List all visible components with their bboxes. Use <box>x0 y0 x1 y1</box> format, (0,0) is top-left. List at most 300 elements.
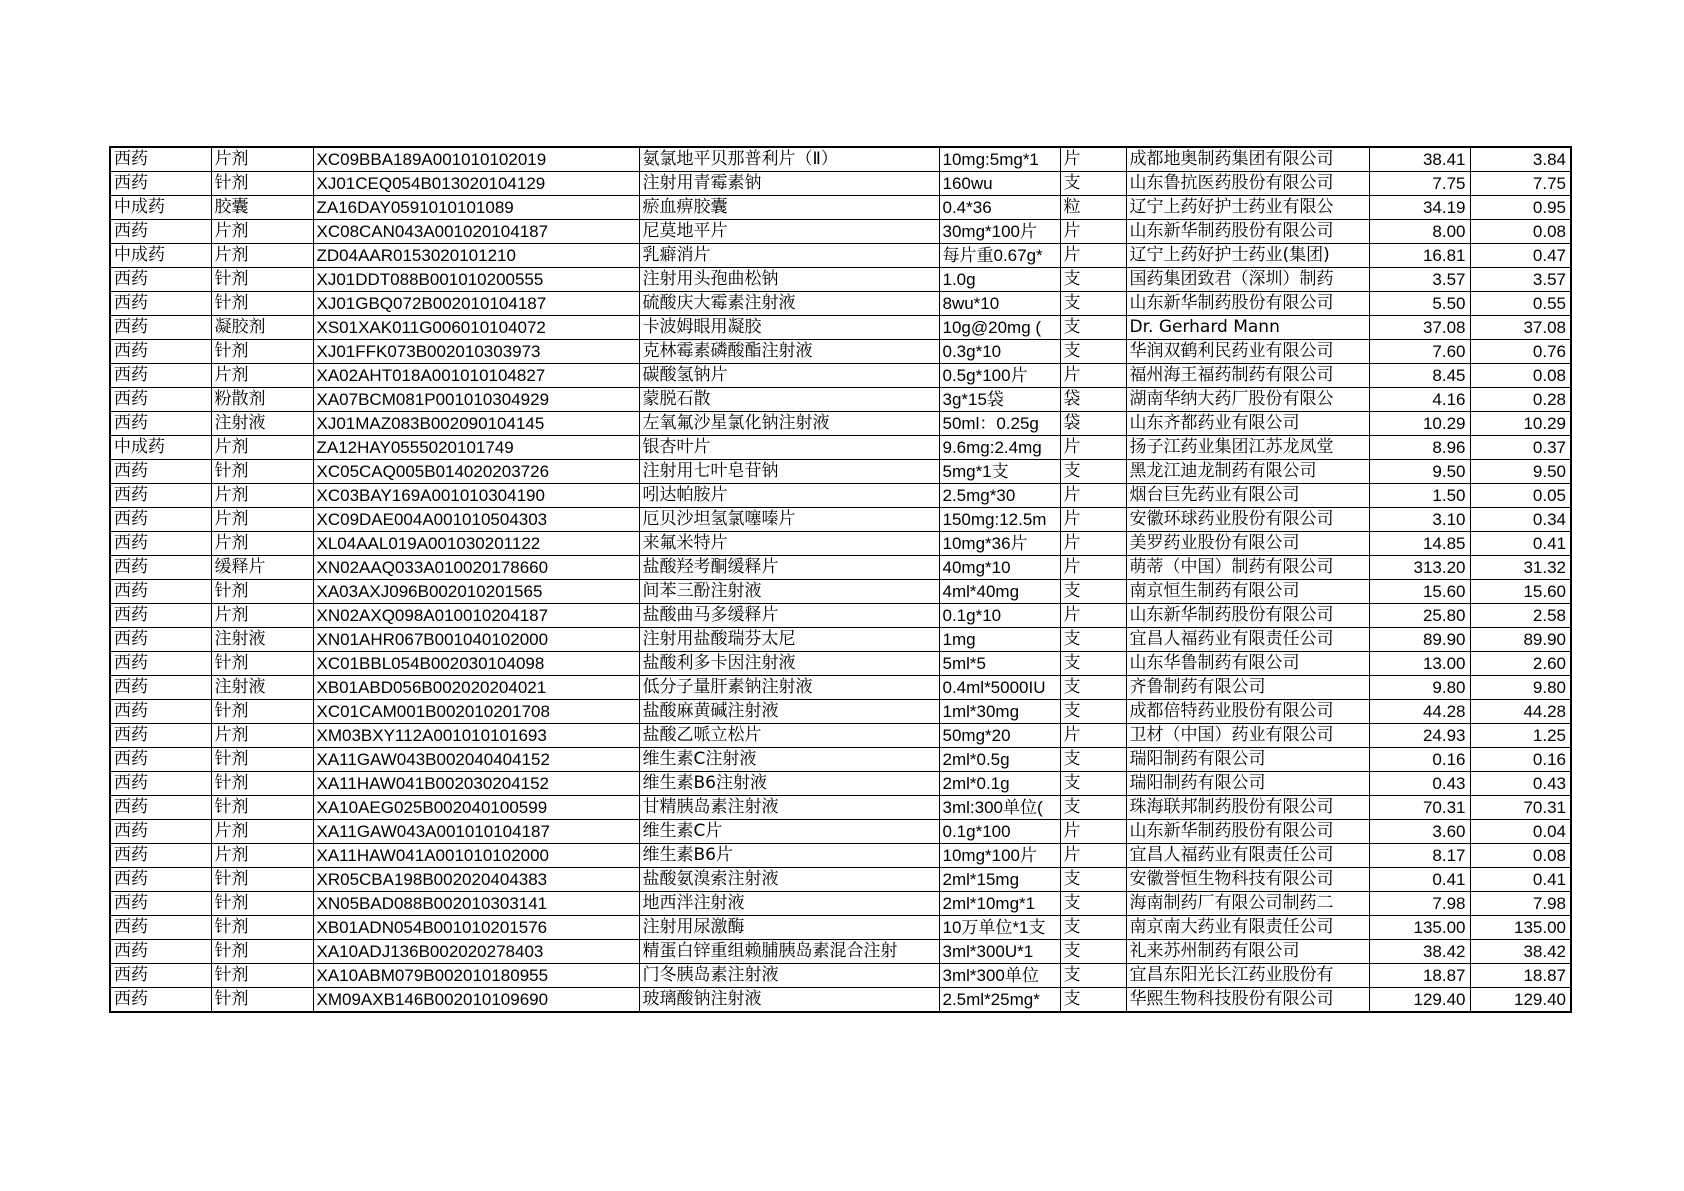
cell-drug-code: XA03AXJ096B002010201565 <box>313 580 639 604</box>
cell-dosage-form: 注射液 <box>211 676 313 700</box>
cell-drug-name: 盐酸利多卡因注射液 <box>639 652 939 676</box>
cell-unit: 袋 <box>1060 388 1126 412</box>
cell-manufacturer: 烟台巨先药业有限公司 <box>1126 484 1369 508</box>
cell-drug-name: 来氟米特片 <box>639 532 939 556</box>
cell-category: 西药 <box>110 172 211 196</box>
cell-category: 西药 <box>110 988 211 1013</box>
table-row <box>110 436 1571 460</box>
cell-specification: 10g@20mg ( <box>939 316 1060 340</box>
cell-unit-price: 31.32 <box>1470 556 1571 580</box>
cell-price: 135.00 <box>1369 916 1470 940</box>
cell-price: 8.00 <box>1369 220 1470 244</box>
cell-dosage-form: 胶囊 <box>211 196 313 220</box>
cell-unit-price: 0.41 <box>1470 532 1571 556</box>
cell-category: 西药 <box>110 844 211 868</box>
cell-price: 1.50 <box>1369 484 1470 508</box>
cell-specification: 每片重0.67g* <box>939 244 1060 268</box>
cell-dosage-form: 片剂 <box>211 724 313 748</box>
table-row <box>110 964 1571 988</box>
cell-dosage-form: 针剂 <box>211 964 313 988</box>
cell-manufacturer: 山东新华制药股份有限公司 <box>1126 604 1369 628</box>
cell-unit-price: 18.87 <box>1470 964 1571 988</box>
cell-price: 15.60 <box>1369 580 1470 604</box>
cell-price: 7.60 <box>1369 340 1470 364</box>
cell-dosage-form: 片剂 <box>211 508 313 532</box>
cell-unit-price: 7.98 <box>1470 892 1571 916</box>
cell-drug-code: XC05CAQ005B014020203726 <box>313 460 639 484</box>
cell-manufacturer: 黑龙江迪龙制药有限公司 <box>1126 460 1369 484</box>
cell-manufacturer: 珠海联邦制药股份有限公司 <box>1126 796 1369 820</box>
cell-price: 8.17 <box>1369 844 1470 868</box>
table-row <box>110 604 1571 628</box>
cell-drug-name: 注射用盐酸瑞芬太尼 <box>639 628 939 652</box>
cell-manufacturer: 湖南华纳大药厂股份有限公 <box>1126 388 1369 412</box>
cell-price: 44.28 <box>1369 700 1470 724</box>
cell-drug-code: XA10ABM079B002010180955 <box>313 964 639 988</box>
cell-manufacturer: 成都倍特药业股份有限公司 <box>1126 700 1369 724</box>
cell-price: 8.96 <box>1369 436 1470 460</box>
cell-price: 9.50 <box>1369 460 1470 484</box>
cell-drug-code: XC01BBL054B002030104098 <box>313 652 639 676</box>
cell-unit: 支 <box>1060 964 1126 988</box>
cell-price: 0.43 <box>1369 772 1470 796</box>
cell-unit: 片 <box>1060 532 1126 556</box>
cell-category: 西药 <box>110 364 211 388</box>
cell-price: 4.16 <box>1369 388 1470 412</box>
cell-dosage-form: 针剂 <box>211 988 313 1013</box>
cell-drug-code: XJ01GBQ072B002010104187 <box>313 292 639 316</box>
cell-category: 西药 <box>110 556 211 580</box>
cell-specification: 2ml*10mg*1 <box>939 892 1060 916</box>
cell-specification: 4ml*40mg <box>939 580 1060 604</box>
cell-dosage-form: 片剂 <box>211 220 313 244</box>
cell-price: 7.75 <box>1369 172 1470 196</box>
cell-category: 西药 <box>110 700 211 724</box>
cell-manufacturer: 成都地奥制药集团有限公司 <box>1126 147 1369 172</box>
cell-specification: 3ml:300单位( <box>939 796 1060 820</box>
cell-drug-name: 左氧氟沙星氯化钠注射液 <box>639 412 939 436</box>
cell-drug-name: 低分子量肝素钠注射液 <box>639 676 939 700</box>
cell-unit-price: 3.84 <box>1470 147 1571 172</box>
cell-specification: 2ml*15mg <box>939 868 1060 892</box>
cell-price: 38.41 <box>1369 147 1470 172</box>
cell-drug-name: 氨氯地平贝那普利片（Ⅱ） <box>639 147 939 172</box>
cell-unit-price: 9.80 <box>1470 676 1571 700</box>
cell-specification: 5ml*5 <box>939 652 1060 676</box>
cell-manufacturer: 华润双鹤利民药业有限公司 <box>1126 340 1369 364</box>
table-body <box>110 147 1571 1012</box>
cell-specification: 10mg*36片 <box>939 532 1060 556</box>
cell-unit-price: 44.28 <box>1470 700 1571 724</box>
cell-drug-code: XJ01FFK073B002010303973 <box>313 340 639 364</box>
cell-drug-name: 盐酸曲马多缓释片 <box>639 604 939 628</box>
cell-specification: 1mg <box>939 628 1060 652</box>
cell-drug-code: XA10AEG025B002040100599 <box>313 796 639 820</box>
cell-category: 西药 <box>110 147 211 172</box>
cell-drug-name: 碳酸氢钠片 <box>639 364 939 388</box>
cell-specification: 2.5mg*30 <box>939 484 1060 508</box>
cell-drug-code: XA11HAW041B002030204152 <box>313 772 639 796</box>
cell-unit: 片 <box>1060 147 1126 172</box>
cell-unit: 片 <box>1060 436 1126 460</box>
cell-specification: 2.5ml*25mg* <box>939 988 1060 1013</box>
cell-price: 37.08 <box>1369 316 1470 340</box>
cell-drug-name: 维生素B6注射液 <box>639 772 939 796</box>
cell-manufacturer: 礼来苏州制药有限公司 <box>1126 940 1369 964</box>
cell-manufacturer: 国药集团致君（深圳）制药 <box>1126 268 1369 292</box>
cell-drug-name: 维生素C片 <box>639 820 939 844</box>
cell-drug-code: XJ01DDT088B001010200555 <box>313 268 639 292</box>
cell-unit: 片 <box>1060 220 1126 244</box>
cell-manufacturer: 齐鲁制药有限公司 <box>1126 676 1369 700</box>
cell-drug-code: XR05CBA198B002020404383 <box>313 868 639 892</box>
cell-specification: 0.1g*100 <box>939 820 1060 844</box>
cell-unit: 片 <box>1060 244 1126 268</box>
cell-dosage-form: 针剂 <box>211 748 313 772</box>
cell-unit-price: 0.43 <box>1470 772 1571 796</box>
cell-unit: 片 <box>1060 484 1126 508</box>
cell-category: 西药 <box>110 532 211 556</box>
cell-unit: 片 <box>1060 844 1126 868</box>
cell-drug-code: XA11GAW043B002040404152 <box>313 748 639 772</box>
table-row <box>110 652 1571 676</box>
cell-category: 西药 <box>110 580 211 604</box>
cell-dosage-form: 针剂 <box>211 868 313 892</box>
cell-unit-price: 37.08 <box>1470 316 1571 340</box>
cell-specification: 0.1g*10 <box>939 604 1060 628</box>
cell-category: 中成药 <box>110 244 211 268</box>
cell-category: 西药 <box>110 724 211 748</box>
cell-price: 89.90 <box>1369 628 1470 652</box>
cell-drug-name: 乳癖消片 <box>639 244 939 268</box>
table-row <box>110 676 1571 700</box>
cell-specification: 160wu <box>939 172 1060 196</box>
cell-unit-price: 89.90 <box>1470 628 1571 652</box>
cell-unit: 支 <box>1060 172 1126 196</box>
cell-unit-price: 15.60 <box>1470 580 1571 604</box>
cell-drug-code: XN02AXQ098A010010204187 <box>313 604 639 628</box>
cell-category: 西药 <box>110 940 211 964</box>
cell-drug-name: 克林霉素磷酸酯注射液 <box>639 340 939 364</box>
cell-manufacturer: 辽宁上药好护士药业(集团) <box>1126 244 1369 268</box>
cell-category: 西药 <box>110 388 211 412</box>
cell-category: 西药 <box>110 292 211 316</box>
cell-unit-price: 0.04 <box>1470 820 1571 844</box>
cell-drug-code: XN05BAD088B002010303141 <box>313 892 639 916</box>
cell-manufacturer: 瑞阳制药有限公司 <box>1126 748 1369 772</box>
cell-unit-price: 9.50 <box>1470 460 1571 484</box>
cell-dosage-form: 针剂 <box>211 916 313 940</box>
cell-unit: 粒 <box>1060 196 1126 220</box>
cell-specification: 3ml*300单位 <box>939 964 1060 988</box>
cell-category: 西药 <box>110 652 211 676</box>
cell-manufacturer: Dr. Gerhard Mann <box>1126 316 1369 340</box>
cell-category: 西药 <box>110 820 211 844</box>
cell-category: 西药 <box>110 916 211 940</box>
cell-unit: 片 <box>1060 724 1126 748</box>
cell-category: 西药 <box>110 868 211 892</box>
cell-manufacturer: 福州海王福药制药有限公司 <box>1126 364 1369 388</box>
cell-price: 7.98 <box>1369 892 1470 916</box>
cell-specification: 9.6mg:2.4mg <box>939 436 1060 460</box>
cell-manufacturer: 安徽誉恒生物科技有限公司 <box>1126 868 1369 892</box>
cell-dosage-form: 针剂 <box>211 580 313 604</box>
cell-unit: 支 <box>1060 316 1126 340</box>
cell-specification: 5mg*1支 <box>939 460 1060 484</box>
cell-drug-code: XC01CAM001B002010201708 <box>313 700 639 724</box>
cell-drug-name: 玻璃酸钠注射液 <box>639 988 939 1013</box>
cell-unit: 支 <box>1060 772 1126 796</box>
cell-category: 西药 <box>110 340 211 364</box>
table-row <box>110 940 1571 964</box>
table-row <box>110 844 1571 868</box>
cell-drug-name: 门冬胰岛素注射液 <box>639 964 939 988</box>
cell-category: 西药 <box>110 508 211 532</box>
cell-category: 西药 <box>110 316 211 340</box>
table-row <box>110 484 1571 508</box>
cell-dosage-form: 针剂 <box>211 772 313 796</box>
table-row <box>110 316 1571 340</box>
cell-price: 3.60 <box>1369 820 1470 844</box>
table-row <box>110 244 1571 268</box>
cell-price: 25.80 <box>1369 604 1470 628</box>
cell-price: 5.50 <box>1369 292 1470 316</box>
cell-drug-name: 硫酸庆大霉素注射液 <box>639 292 939 316</box>
cell-dosage-form: 凝胶剂 <box>211 316 313 340</box>
cell-dosage-form: 针剂 <box>211 268 313 292</box>
cell-unit: 支 <box>1060 700 1126 724</box>
cell-drug-code: ZA12HAY0555020101749 <box>313 436 639 460</box>
cell-manufacturer: 宜昌东阳光长江药业股份有 <box>1126 964 1369 988</box>
cell-drug-code: XA02AHT018A001010104827 <box>313 364 639 388</box>
cell-unit: 片 <box>1060 556 1126 580</box>
cell-drug-name: 尼莫地平片 <box>639 220 939 244</box>
cell-drug-name: 银杏叶片 <box>639 436 939 460</box>
cell-unit: 支 <box>1060 580 1126 604</box>
cell-drug-code: XL04AAL019A001030201122 <box>313 532 639 556</box>
cell-category: 西药 <box>110 412 211 436</box>
cell-manufacturer: 卫材（中国）药业有限公司 <box>1126 724 1369 748</box>
cell-price: 3.10 <box>1369 508 1470 532</box>
cell-manufacturer: 南京南大药业有限责任公司 <box>1126 916 1369 940</box>
cell-drug-code: XA07BCM081P001010304929 <box>313 388 639 412</box>
cell-unit: 片 <box>1060 604 1126 628</box>
table-row <box>110 388 1571 412</box>
cell-dosage-form: 针剂 <box>211 292 313 316</box>
cell-unit-price: 0.95 <box>1470 196 1571 220</box>
cell-price: 34.19 <box>1369 196 1470 220</box>
cell-drug-name: 盐酸麻黄碱注射液 <box>639 700 939 724</box>
cell-specification: 150mg:12.5m <box>939 508 1060 532</box>
cell-dosage-form: 片剂 <box>211 364 313 388</box>
cell-specification: 0.5g*100片 <box>939 364 1060 388</box>
cell-category: 西药 <box>110 628 211 652</box>
cell-price: 38.42 <box>1369 940 1470 964</box>
cell-drug-code: XN02AAQ033A010020178660 <box>313 556 639 580</box>
cell-drug-name: 蒙脱石散 <box>639 388 939 412</box>
cell-dosage-form: 注射液 <box>211 412 313 436</box>
cell-price: 3.57 <box>1369 268 1470 292</box>
cell-unit: 支 <box>1060 292 1126 316</box>
cell-drug-code: XA11GAW043A001010104187 <box>313 820 639 844</box>
cell-specification: 30mg*100片 <box>939 220 1060 244</box>
cell-price: 0.41 <box>1369 868 1470 892</box>
cell-manufacturer: 山东新华制药股份有限公司 <box>1126 292 1369 316</box>
cell-manufacturer: 辽宁上药好护士药业有限公 <box>1126 196 1369 220</box>
cell-unit-price: 0.34 <box>1470 508 1571 532</box>
cell-unit-price: 0.05 <box>1470 484 1571 508</box>
cell-drug-code: XA10ADJ136B002020278403 <box>313 940 639 964</box>
cell-unit-price: 0.08 <box>1470 844 1571 868</box>
cell-price: 70.31 <box>1369 796 1470 820</box>
cell-manufacturer: 扬子江药业集团江苏龙凤堂 <box>1126 436 1369 460</box>
cell-specification: 2ml*0.1g <box>939 772 1060 796</box>
cell-drug-name: 吲达帕胺片 <box>639 484 939 508</box>
cell-unit-price: 0.47 <box>1470 244 1571 268</box>
cell-unit: 片 <box>1060 820 1126 844</box>
cell-dosage-form: 缓释片 <box>211 556 313 580</box>
table-row <box>110 508 1571 532</box>
cell-drug-name: 注射用尿激酶 <box>639 916 939 940</box>
cell-drug-code: XM09AXB146B002010109690 <box>313 988 639 1013</box>
cell-dosage-form: 片剂 <box>211 147 313 172</box>
cell-drug-code: XC03BAY169A001010304190 <box>313 484 639 508</box>
cell-price: 13.00 <box>1369 652 1470 676</box>
cell-dosage-form: 针剂 <box>211 340 313 364</box>
cell-drug-code: ZA16DAY0591010101089 <box>313 196 639 220</box>
cell-unit-price: 38.42 <box>1470 940 1571 964</box>
cell-drug-code: XB01ADN054B001010201576 <box>313 916 639 940</box>
table-row <box>110 556 1571 580</box>
table-row <box>110 868 1571 892</box>
cell-drug-code: ZD04AAR0153020101210 <box>313 244 639 268</box>
cell-specification: 2ml*0.5g <box>939 748 1060 772</box>
cell-unit-price: 10.29 <box>1470 412 1571 436</box>
cell-drug-name: 维生素C注射液 <box>639 748 939 772</box>
table-row <box>110 532 1571 556</box>
cell-unit-price: 70.31 <box>1470 796 1571 820</box>
cell-category: 西药 <box>110 268 211 292</box>
cell-category: 西药 <box>110 892 211 916</box>
cell-drug-name: 卡波姆眼用凝胶 <box>639 316 939 340</box>
cell-unit-price: 0.16 <box>1470 748 1571 772</box>
cell-specification: 50mg*20 <box>939 724 1060 748</box>
cell-drug-name: 精蛋白锌重组赖脯胰岛素混合注射 <box>639 940 939 964</box>
table-row <box>110 628 1571 652</box>
cell-manufacturer: 安徽环球药业股份有限公司 <box>1126 508 1369 532</box>
cell-specification: 3g*15袋 <box>939 388 1060 412</box>
cell-manufacturer: 山东新华制药股份有限公司 <box>1126 820 1369 844</box>
cell-drug-code: XJ01MAZ083B002090104145 <box>313 412 639 436</box>
cell-price: 0.16 <box>1369 748 1470 772</box>
cell-dosage-form: 片剂 <box>211 484 313 508</box>
cell-specification: 3ml*300U*1 <box>939 940 1060 964</box>
cell-category: 中成药 <box>110 436 211 460</box>
cell-dosage-form: 片剂 <box>211 604 313 628</box>
cell-unit-price: 7.75 <box>1470 172 1571 196</box>
table-row <box>110 772 1571 796</box>
cell-dosage-form: 针剂 <box>211 460 313 484</box>
table-row <box>110 580 1571 604</box>
table-row <box>110 196 1571 220</box>
cell-drug-name: 维生素B6片 <box>639 844 939 868</box>
cell-drug-code: XA11HAW041A001010102000 <box>313 844 639 868</box>
cell-dosage-form: 片剂 <box>211 844 313 868</box>
cell-price: 8.45 <box>1369 364 1470 388</box>
table-row <box>110 916 1571 940</box>
cell-unit-price: 3.57 <box>1470 268 1571 292</box>
cell-manufacturer: 南京恒生制药有限公司 <box>1126 580 1369 604</box>
cell-category: 西药 <box>110 964 211 988</box>
cell-unit: 支 <box>1060 460 1126 484</box>
cell-specification: 1ml*30mg <box>939 700 1060 724</box>
cell-category: 西药 <box>110 748 211 772</box>
cell-manufacturer: 山东华鲁制药有限公司 <box>1126 652 1369 676</box>
cell-specification: 10万单位*1支 <box>939 916 1060 940</box>
cell-drug-code: XC09DAE004A001010504303 <box>313 508 639 532</box>
cell-unit-price: 1.25 <box>1470 724 1571 748</box>
cell-specification: 10mg:5mg*1 <box>939 147 1060 172</box>
cell-drug-code: XJ01CEQ054B013020104129 <box>313 172 639 196</box>
cell-category: 中成药 <box>110 196 211 220</box>
cell-unit-price: 0.08 <box>1470 220 1571 244</box>
table-row <box>110 700 1571 724</box>
cell-unit: 支 <box>1060 268 1126 292</box>
cell-drug-name: 盐酸氨溴索注射液 <box>639 868 939 892</box>
cell-specification: 8wu*10 <box>939 292 1060 316</box>
cell-manufacturer: 美罗药业股份有限公司 <box>1126 532 1369 556</box>
cell-unit: 支 <box>1060 988 1126 1013</box>
cell-dosage-form: 针剂 <box>211 700 313 724</box>
cell-manufacturer: 瑞阳制药有限公司 <box>1126 772 1369 796</box>
cell-unit: 片 <box>1060 364 1126 388</box>
cell-unit: 支 <box>1060 868 1126 892</box>
cell-specification: 0.3g*10 <box>939 340 1060 364</box>
cell-price: 129.40 <box>1369 988 1470 1013</box>
cell-unit-price: 129.40 <box>1470 988 1571 1013</box>
cell-unit: 支 <box>1060 940 1126 964</box>
table-row <box>110 892 1571 916</box>
cell-specification: 40mg*10 <box>939 556 1060 580</box>
cell-unit: 支 <box>1060 628 1126 652</box>
cell-drug-name: 注射用青霉素钠 <box>639 172 939 196</box>
cell-dosage-form: 针剂 <box>211 940 313 964</box>
cell-drug-name: 间苯三酚注射液 <box>639 580 939 604</box>
cell-unit: 支 <box>1060 892 1126 916</box>
cell-drug-code: XN01AHR067B001040102000 <box>313 628 639 652</box>
table-row <box>110 340 1571 364</box>
cell-unit: 支 <box>1060 676 1126 700</box>
cell-price: 18.87 <box>1369 964 1470 988</box>
cell-manufacturer: 萌蒂（中国）制药有限公司 <box>1126 556 1369 580</box>
cell-price: 9.80 <box>1369 676 1470 700</box>
cell-unit-price: 135.00 <box>1470 916 1571 940</box>
cell-drug-code: XC08CAN043A001020104187 <box>313 220 639 244</box>
table-row <box>110 172 1571 196</box>
cell-dosage-form: 片剂 <box>211 820 313 844</box>
cell-category: 西药 <box>110 604 211 628</box>
cell-specification: 0.4ml*5000IU <box>939 676 1060 700</box>
cell-price: 10.29 <box>1369 412 1470 436</box>
cell-unit: 支 <box>1060 796 1126 820</box>
table-row <box>110 268 1571 292</box>
table-row <box>110 220 1571 244</box>
cell-drug-code: XS01XAK011G006010104072 <box>313 316 639 340</box>
cell-unit-price: 0.37 <box>1470 436 1571 460</box>
cell-dosage-form: 注射液 <box>211 628 313 652</box>
cell-manufacturer: 山东新华制药股份有限公司 <box>1126 220 1369 244</box>
cell-dosage-form: 针剂 <box>211 652 313 676</box>
